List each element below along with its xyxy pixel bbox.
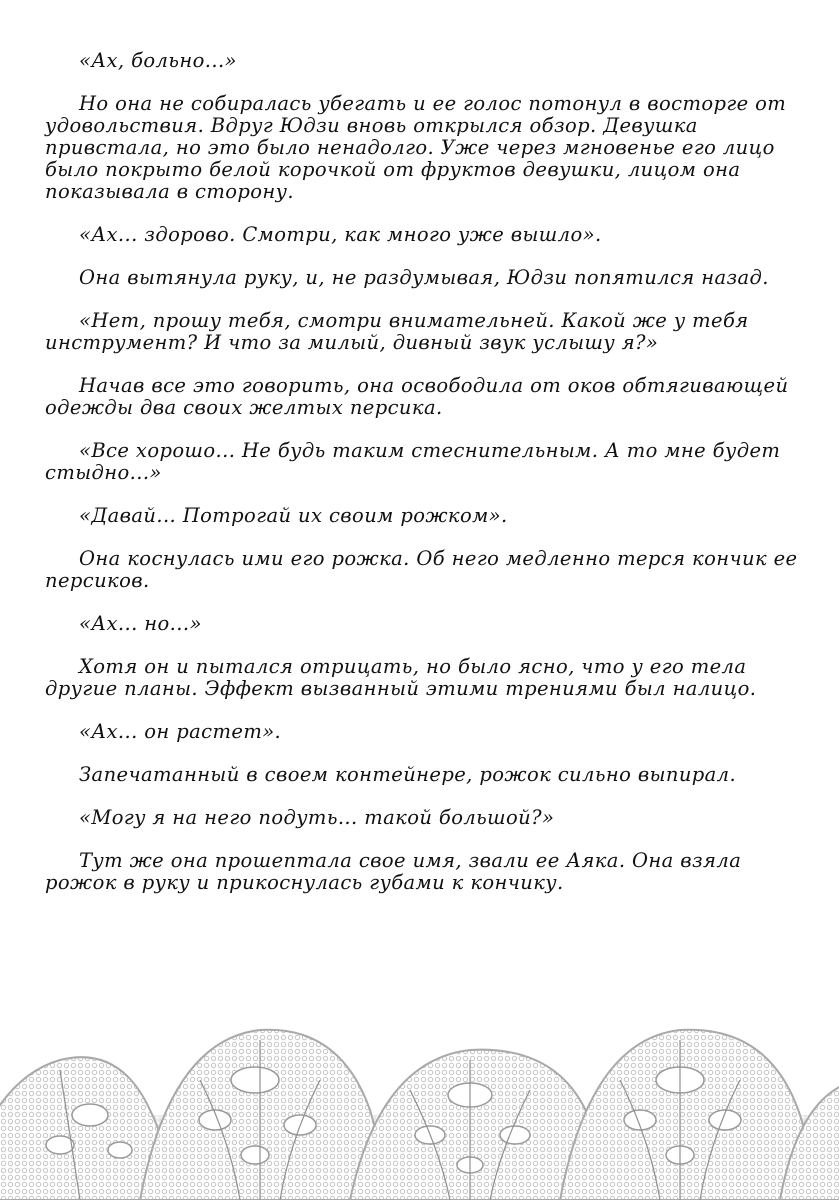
paragraph-15: Тут же она прошептала свое имя, звали ее Аяка. Она взяла рожок в руку и прикоснулась губами к кончику. <box>45 849 742 894</box>
paragraph-10: «Ах... но...» <box>79 612 202 635</box>
paragraph-6: Начав все это говорить, она освободила от оков обтягивающей одежды два своих желтых персика. <box>45 374 789 419</box>
paragraph-4: Она вытянула руку, и, не раздумывая, Юдзи попятился назад. <box>79 266 769 289</box>
paragraph-5: «Нет, прошу тебя, смотри внимательней. Какой же у тебя инструмент? И что за милый, дивный звук услышу я?» <box>45 309 749 354</box>
paragraph-14: «Могу я на него подуть... такой большой?» <box>79 806 555 829</box>
paragraph-2: Но она не собиралась убегать и ее голос потонул в восторге от удовольствия. Вдруг Юдзи вновь открылся обзор. Девушка привстала, но это было ненадолго. Уже через мгновенье его лицо было покрыто белой корочкой от фруктов девушки, лицом она показывала в сторону. <box>45 92 787 203</box>
text-body <box>45 50 805 915</box>
paragraph-3: «Ах... здорово. Смотри, как много уже вышло». <box>79 223 602 246</box>
paragraph-8: «Давай... Потрогай их своим рожком». <box>79 504 508 527</box>
paragraph-11: Хотя он и пытался отрицать, но было ясно, что у его тела другие планы. Эффект вызванный этими трениями был налицо. <box>45 655 757 700</box>
paragraph-7: «Все хорошо... Не будь таким стеснительным. А то мне будет стыдно...» <box>45 439 781 484</box>
paragraph-13: Запечатанный в своем контейнере, рожок сильно выпирал. <box>79 763 737 786</box>
lace-border-icon <box>0 1020 839 1200</box>
paragraph-12: «Ах... он растет». <box>79 720 282 743</box>
paragraph-9: Она коснулась ими его рожка. Об него медленно терся кончик ее персиков. <box>45 547 798 592</box>
paragraph-1: «Ах, больно...» <box>79 49 237 72</box>
